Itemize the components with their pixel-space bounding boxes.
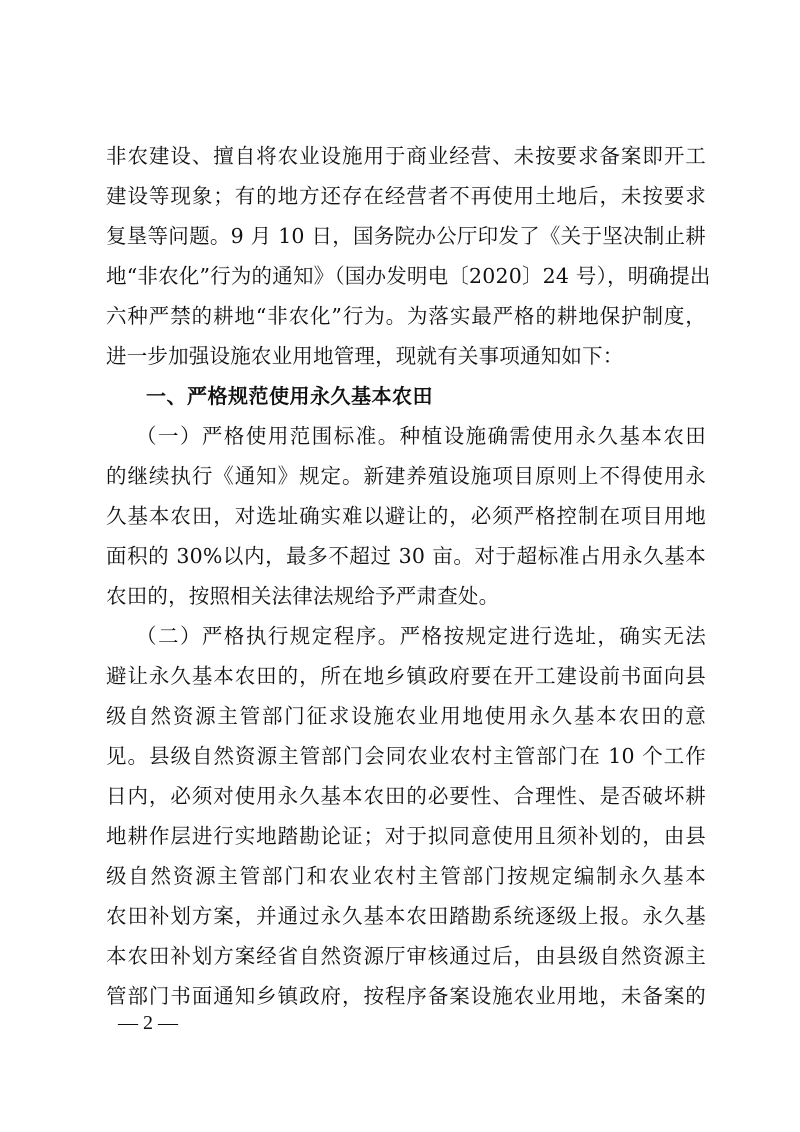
body-line: 农田的，按照相关法律法规给予严肃查处。	[106, 584, 500, 608]
paragraph-first-line: （二）严格执行规定程序。严格按规定进行选址，确实无法	[136, 624, 706, 648]
body-line: 久基本农田，对选址确实难以避让的，必须严格控制在项目用地	[106, 504, 706, 528]
body-line: 地耕作层进行实地踏勘论证；对于拟同意使用且须补划的，由县	[106, 824, 706, 848]
body-line: 建设等现象；有的地方还存在经营者不再使用土地后，未按要求	[106, 184, 706, 208]
body-line: 级自然资源主管部门征求设施农业用地使用永久基本农田的意	[106, 704, 706, 728]
body-line: 见。县级自然资源主管部门会同农业农村主管部门在 10 个工作	[106, 744, 706, 768]
body-line: 日内，必须对使用永久基本农田的必要性、合理性、是否破坏耕	[106, 784, 706, 808]
body-line: 非农建设、擅自将农业设施用于商业经营、未按要求备案即开工	[106, 144, 706, 168]
body-line: 本农田补划方案经省自然资源厅审核通过后，由县级自然资源主	[106, 944, 706, 968]
body-line: 的继续执行《通知》规定。新建养殖设施项目原则上不得使用永	[106, 464, 706, 488]
body-line: 管部门书面通知乡镇政府，按程序备案设施农业用地，未备案的	[106, 984, 706, 1008]
body-line: 地“非农化”行为的通知》（国办发明电〔2020〕24 号），明确提出	[106, 264, 711, 288]
body-line: 复垦等问题。9 月 10 日，国务院办公厅印发了《关于坚决制止耕	[106, 224, 706, 248]
body-line: 农田补划方案，并通过永久基本农田踏勘系统逐级上报。永久基	[106, 904, 706, 928]
page-number: — 2 —	[118, 1012, 178, 1034]
body-line: 级自然资源主管部门和农业农村主管部门按规定编制永久基本	[106, 864, 706, 888]
body-line: 六种严禁的耕地“非农化”行为。为落实最严格的耕地保护制度，	[106, 304, 706, 328]
body-line: 避让永久基本农田的，所在地乡镇政府要在开工建设前书面向县	[106, 664, 706, 688]
body-line: 面积的 30%以内，最多不超过 30 亩。对于超标准占用永久基本	[106, 544, 706, 568]
paragraph-first-line: （一）严格使用范围标准。种植设施确需使用永久基本农田	[136, 424, 706, 448]
body-line: 进一步加强设施农业用地管理，现就有关事项通知如下：	[106, 344, 624, 368]
section-heading: 一、严格规范使用永久基本农田	[146, 384, 433, 408]
